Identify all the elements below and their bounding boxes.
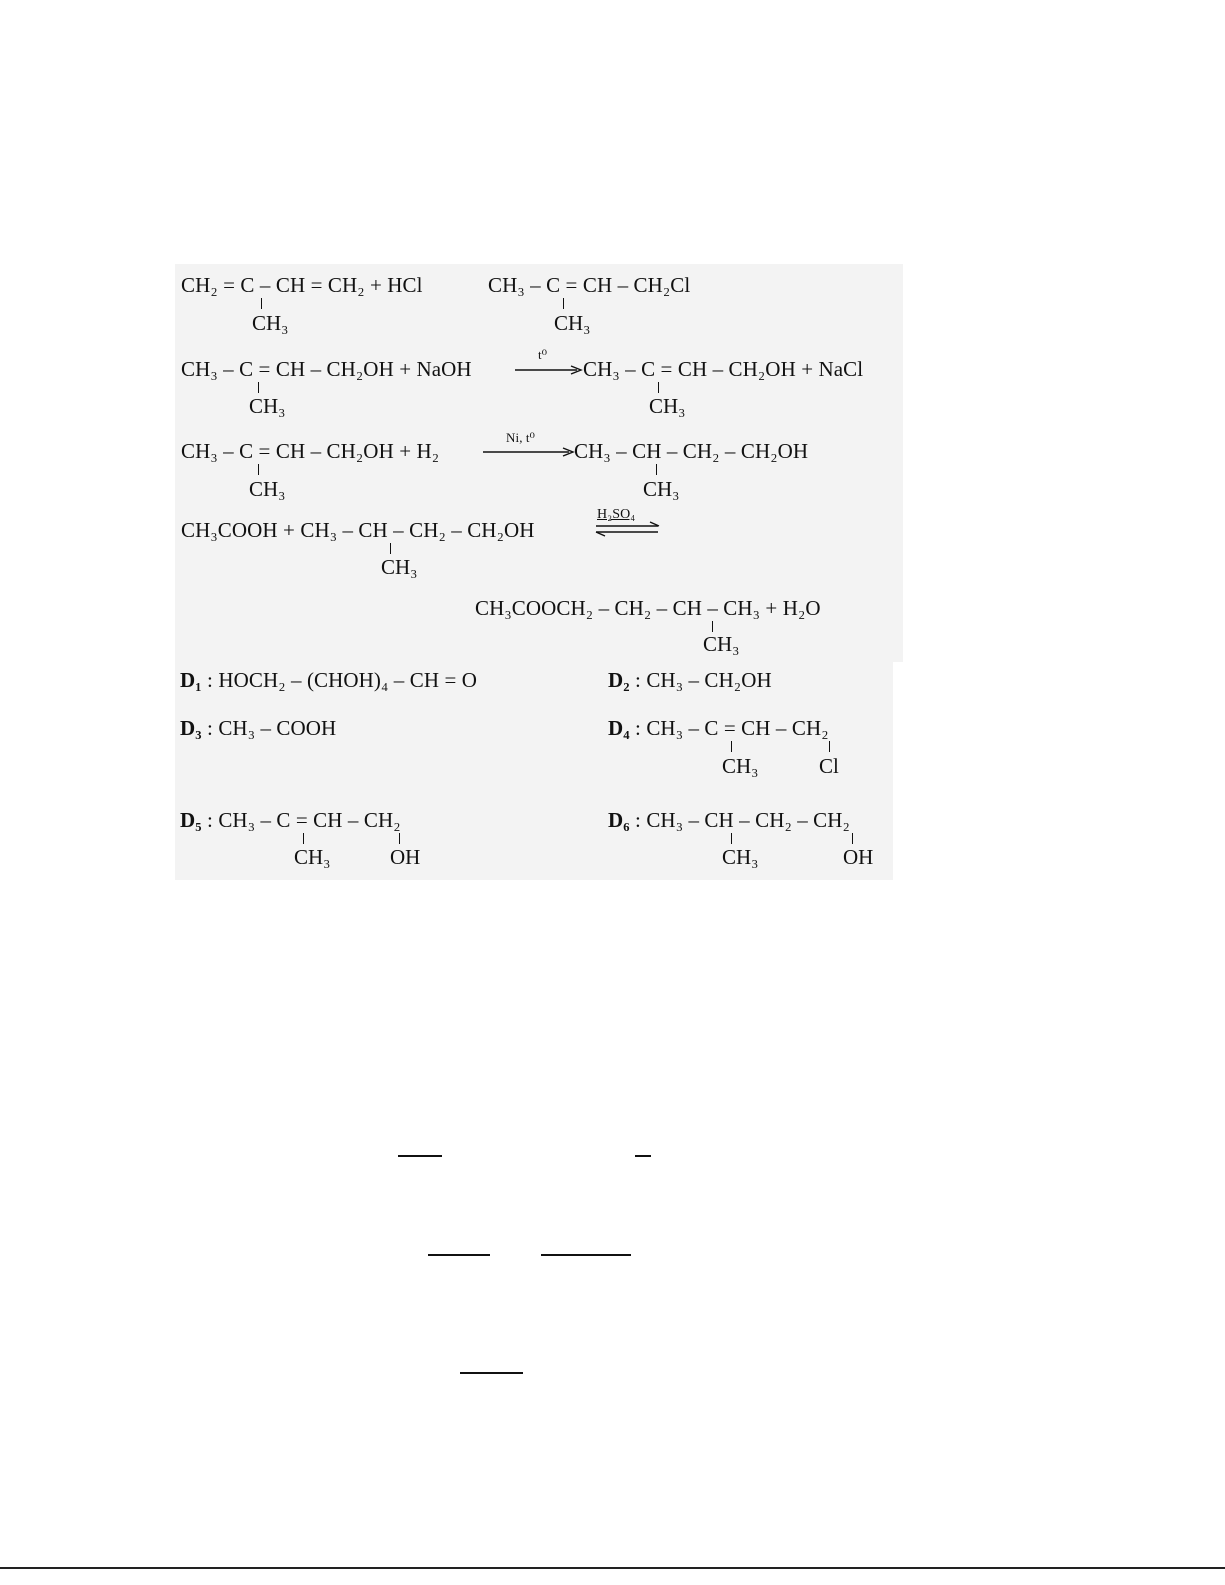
equation-3-lhs-substituent: CH₃ (249, 477, 286, 501)
compound-d5-substituent-2: OH (390, 845, 421, 869)
equation-4-lhs: CH₃COOH + CH₃ – CH – CH₂ – CH₂OH (181, 518, 535, 542)
bond-line (258, 382, 259, 393)
fraction-bar (428, 1254, 490, 1256)
equation-2-condition: t⁰ (538, 347, 548, 362)
fraction-bar (460, 1372, 523, 1374)
compound-d4-formula: : CH₃ – C = CH – CH₂ (635, 716, 829, 740)
equation-3-rhs-substituent: CH₃ (643, 477, 680, 501)
reaction-arrow (515, 358, 583, 378)
bond-line (390, 543, 391, 554)
compound-d5 (180, 808, 401, 832)
equation-3-lhs: CH₃ – C = CH – CH₂OH + H₂ (181, 439, 440, 463)
bond-line (852, 833, 853, 844)
compound-d3 (180, 716, 336, 740)
compound-d6-substituent-1: CH₃ (722, 845, 759, 869)
equilibrium-arrow (594, 521, 662, 537)
compound-d1 (180, 668, 477, 692)
fraction-bar (635, 1155, 651, 1157)
equation-4-condition: H₂SO₄ (597, 507, 636, 522)
compound-d2-formula: : CH₃ – CH₂OH (635, 668, 772, 692)
bond-line (658, 382, 659, 393)
compound-d4-substituent-2: Cl (819, 754, 839, 778)
bond-line (563, 298, 564, 309)
fraction-bar (541, 1254, 631, 1256)
compound-d3-label: D₃ (180, 716, 202, 740)
equation-1-lhs: CH₂ = C – CH = CH₂ + HCl (181, 273, 423, 297)
bond-line (399, 833, 400, 844)
equation-2-rhs-substituent: CH₃ (649, 394, 686, 418)
bond-line (731, 833, 732, 844)
bond-line (731, 741, 732, 752)
equation-4-rhs: CH₃COOCH₂ – CH₂ – CH – CH₃ + H₂O (475, 596, 821, 620)
bond-line (261, 298, 262, 309)
compound-d4 (608, 716, 829, 740)
equation-3-condition: Ni, t⁰ (506, 430, 535, 445)
page-bottom-border (0, 1567, 1225, 1569)
compound-d4-substituent-1: CH₃ (722, 754, 759, 778)
compound-d6-label: D₆ (608, 808, 630, 832)
equation-4-rhs-substituent: CH₃ (703, 632, 740, 656)
compound-d1-label: D₁ (180, 668, 202, 692)
compound-d5-formula: : CH₃ – C = CH – CH₂ (207, 808, 401, 832)
compound-d2 (608, 668, 772, 692)
fraction-bar (398, 1155, 442, 1157)
bond-line (656, 464, 657, 475)
equation-2-rhs: CH₃ – C = CH – CH₂OH + NaCl (583, 357, 864, 381)
equation-4-lhs-substituent: CH₃ (381, 555, 418, 579)
compound-d5-substituent-1: CH₃ (294, 845, 331, 869)
compound-list-panel (175, 662, 893, 880)
compound-d6-substituent-2: OH (843, 845, 874, 869)
bond-line (303, 833, 304, 844)
compound-d5-label: D₅ (180, 808, 202, 832)
equation-2-lhs: CH₃ – C = CH – CH₂OH + NaOH (181, 357, 472, 381)
equation-1-rhs-substituent: CH₃ (554, 311, 591, 335)
compound-d3-formula: : CH₃ – COOH (207, 716, 337, 740)
equation-1-rhs: CH₃ – C = CH – CH₂Cl (488, 273, 691, 297)
compound-d2-label: D₂ (608, 668, 630, 692)
equation-2-lhs-substituent: CH₃ (249, 394, 286, 418)
compound-d6-formula: : CH₃ – CH – CH₂ – CH₂ (635, 808, 850, 832)
compound-d4-label: D₄ (608, 716, 630, 740)
compound-d1-formula: : HOCH₂ – (CHOH)₄ – CH = O (207, 668, 478, 692)
bond-line (712, 621, 713, 632)
equation-1-lhs-substituent: CH₃ (252, 311, 289, 335)
equation-3-rhs: CH₃ – CH – CH₂ – CH₂OH (574, 439, 809, 463)
compound-d6 (608, 808, 850, 832)
bond-line (829, 741, 830, 752)
bond-line (258, 464, 259, 475)
